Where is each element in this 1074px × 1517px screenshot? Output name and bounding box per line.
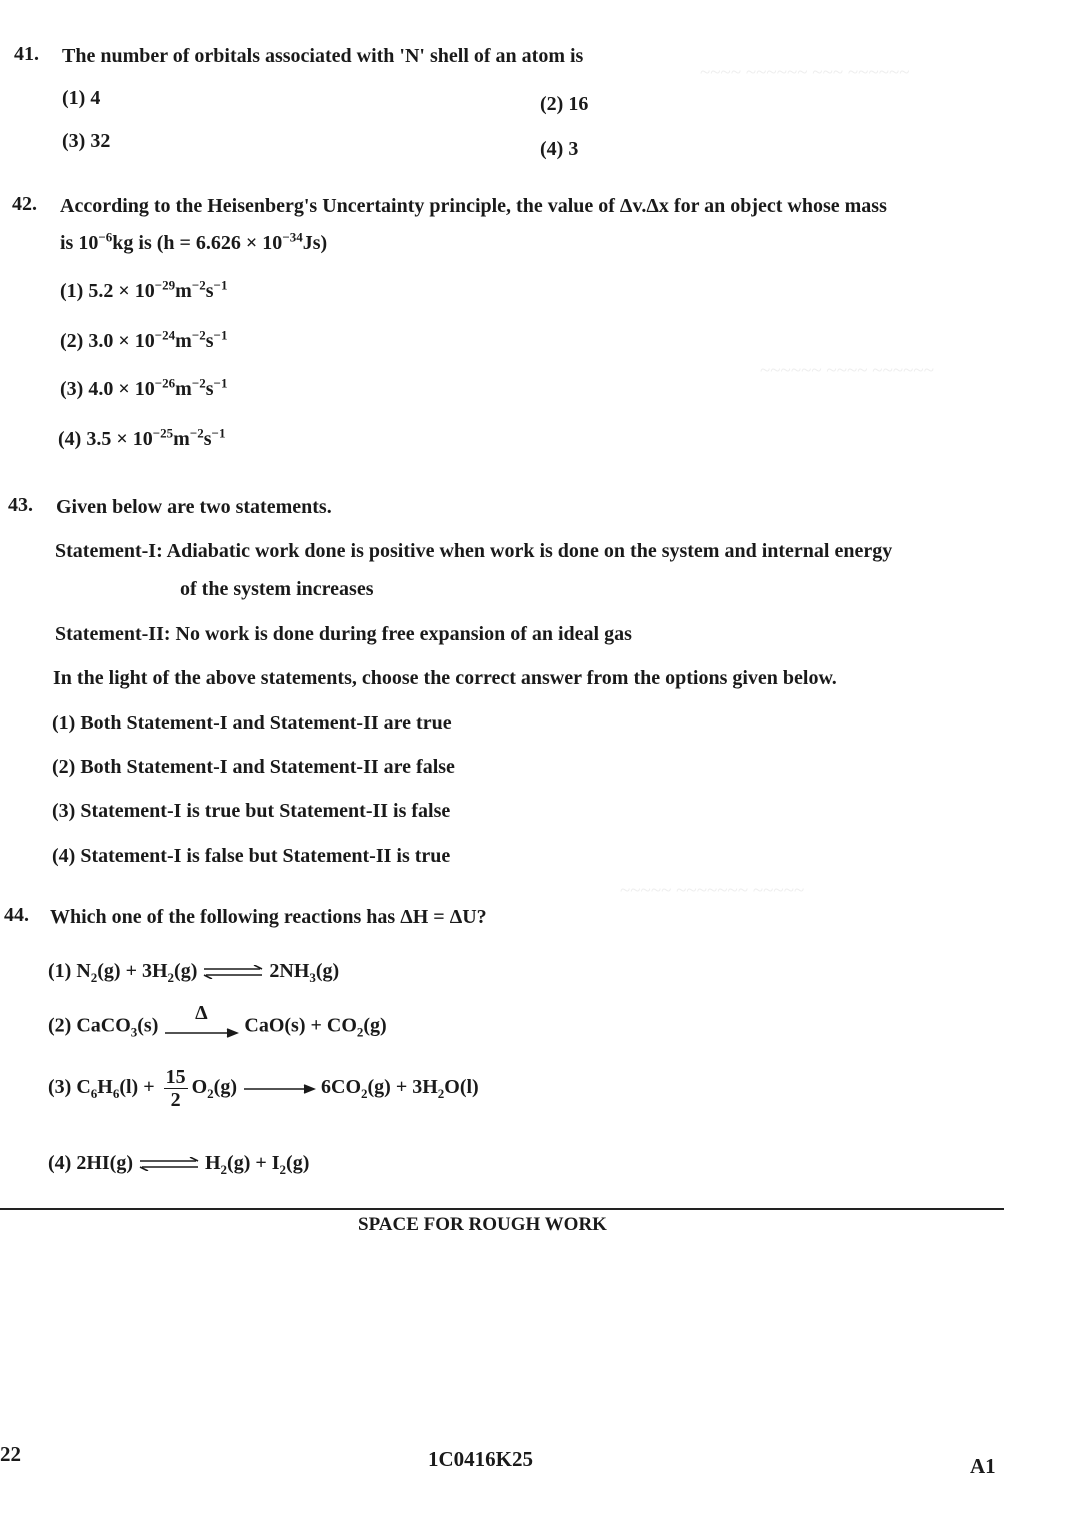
q43-option-4[interactable]: (4) Statement-I is false but Statement-II is true <box>52 845 451 867</box>
show-through-text: ~~~~~ ~~~~~~~ ~~~~~ <box>620 880 805 901</box>
q44-option-4[interactable]: (4) 2HI(g) $H_2(g) + I_2(g)$ <box>48 1152 310 1177</box>
set-code: A1 <box>970 1454 996 1478</box>
q42-option-2[interactable]: (2) $3.0 \times 10^{-24}m^{-2}s^{-1}$ <box>60 327 228 352</box>
equilibrium-arrow-icon <box>138 1157 200 1171</box>
q43-statement-1: Statement-I: Adiabatic work done is positive when work is done on the system and internal energy <box>55 540 893 562</box>
q41-number: 41. <box>14 43 39 65</box>
equilibrium-arrow-icon <box>202 965 264 979</box>
q43-number: 43. <box>8 494 33 516</box>
q42-option-3[interactable]: (3) $4.0 \times 10^{-26}m^{-2}s^{-1}$ <box>60 375 228 400</box>
q44-number: 44. <box>4 904 29 926</box>
q43-option-2[interactable]: (2) Both Statement-I and Statement-II are false <box>52 756 455 778</box>
q41-option-2[interactable]: (2) 16 <box>540 93 589 115</box>
q41-option-3[interactable]: (3) 32 <box>62 130 111 152</box>
right-arrow-icon <box>242 1084 316 1094</box>
q42-stem-line1: According to the Heisenberg's Uncertainty principle, the value of Δv.Δx for an object whose mass <box>60 195 887 217</box>
q43-option-3[interactable]: (3) Statement-I is true but Statement-II is false <box>52 800 451 822</box>
q41-option-4[interactable]: (4) 3 <box>540 138 579 160</box>
heat-arrow-icon: Δ <box>163 1014 239 1040</box>
fraction: $\frac{15}{2}$ <box>165 1066 186 1111</box>
q43-statement-2: Statement-II: No work is done during free expansion of an ideal gas <box>55 623 632 645</box>
q43-option-1[interactable]: (1) Both Statement-I and Statement-II are true <box>52 712 452 734</box>
q44-option-2[interactable]: (2) CaCO$_3$(s) Δ $CaO(s) + CO_2(g)$ <box>48 1002 387 1040</box>
q41-stem: The number of orbitals associated with 'N' shell of an atom is <box>62 45 584 67</box>
show-through-text: ~~~~ ~~~~~~ ~~~ ~~~~~~ <box>700 62 910 83</box>
q42-option-4[interactable]: (4) $3.5 \times 10^{-25}m^{-2}s^{-1}$ <box>58 425 226 450</box>
rough-work-label: SPACE FOR ROUGH WORK <box>358 1214 607 1235</box>
q43-stem: Given below are two statements. <box>56 496 332 518</box>
q42-number: 42. <box>12 193 37 215</box>
q42-option-1[interactable]: (1) $5.2 \times 10^{-29}m^{-2}s^{-1}$ <box>60 277 228 302</box>
q43-statement-1-cont: of the system increases <box>180 578 374 600</box>
q43-instruction: In the light of the above statements, choose the correct answer from the options given below. <box>53 667 837 689</box>
page-number: 22 <box>0 1442 21 1466</box>
show-through-text: ~~~~~~ ~~~~ ~~~~~~ <box>760 360 934 381</box>
q44-option-3[interactable]: (3) $C_6H_6(l)$ + $\frac{15}{2}$ $O_2(g) 6CO_2(g) + 3H_2O(l)$ <box>48 1066 479 1111</box>
q44-option-1[interactable]: (1) $N_2(g) + 3H_2(g)$ $2NH_3(g)$ <box>48 960 340 985</box>
q41-option-1[interactable]: (1) 4 <box>62 87 101 109</box>
q44-stem: Which one of the following reactions has ΔH = ΔU? <box>50 906 487 928</box>
booklet-code: 1C0416K25 <box>428 1447 533 1471</box>
q42-stem-line2: is $10^{-6}kg$ is $(h = 6.626 \times 10^{-34}Js)$ <box>60 229 328 254</box>
rough-work-divider <box>0 1208 1004 1210</box>
